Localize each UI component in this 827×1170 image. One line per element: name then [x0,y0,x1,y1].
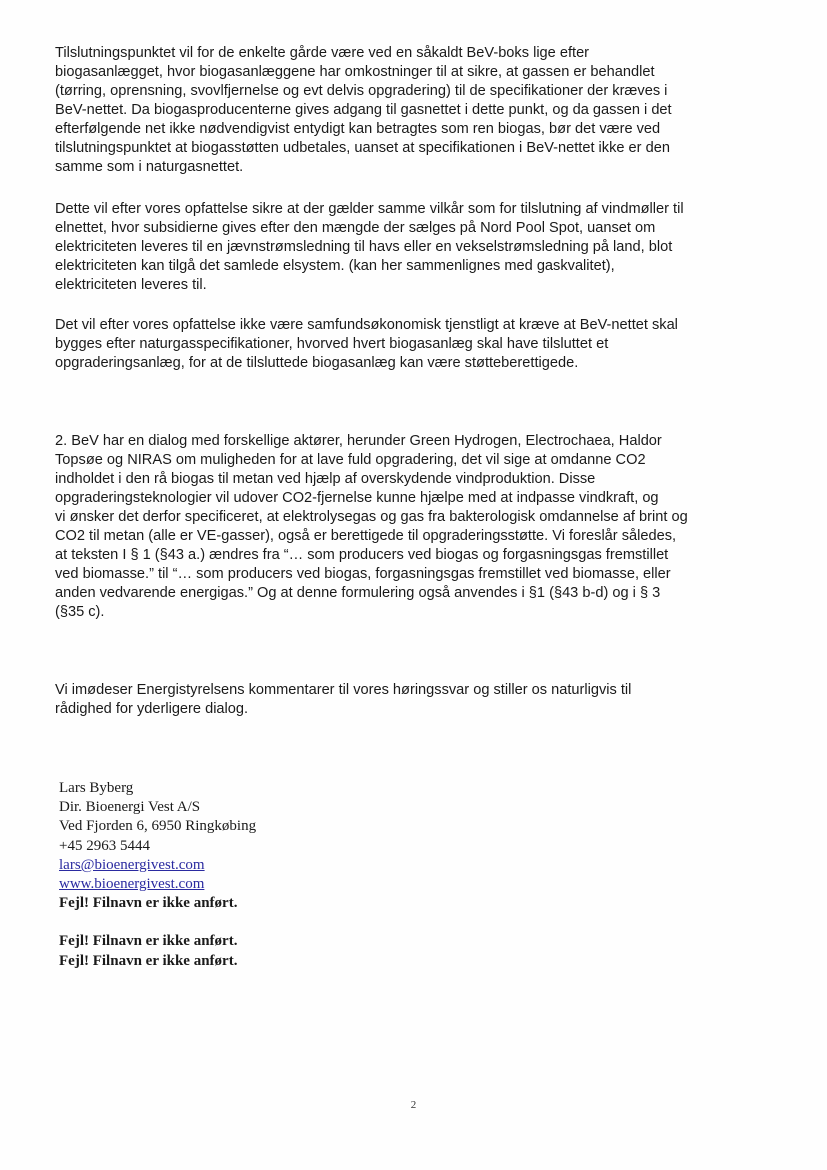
email-link[interactable]: lars@bioenergivest.com [59,856,205,873]
filename-error-text: Fejl! Filnavn er ikke anført. [59,895,238,912]
paragraph-connection-point [55,44,785,177]
website-link[interactable]: www.bioenergivest.com [59,876,205,893]
signer-title: Dir. Bioenergi Vest A/S [59,799,201,816]
signer-address: Ved Fjorden 6, 6950 Ringkøbing [59,818,257,835]
filename-error-text: Fejl! Filnavn er ikke anført. [59,952,238,969]
paragraph-socioeconomic [55,316,785,373]
paragraph-point-2-upgrading [55,432,785,622]
paragraph-wind-comparison [55,200,785,295]
paragraph-closing [55,681,785,719]
signature-spacer [59,913,256,932]
paragraph-text: Vi imødeser Energistyrelsens kommentarer til vores høringssvar og stiller os naturligvis til rådighed for yderligere dialog. [55,682,632,717]
paragraph-text: 2. BeV har en dialog med forskellige aktører, herunder Green Hydrogen, Electrochaea, Haldor Topsøe og NIRAS om muligheden for at lave fuld opgradering, det vil sige at omdanne CO2 indholdet i den rå biogas til metan ved hjælp af overskydende vindproduktion. Disse opgraderingsteknologier vil udover CO2-fjernelse kunne hjælpe med at indpasse vindkraft, og vi ønsker det derfor specificeret, at elektrolysegas og gas fra bakterologisk omdannelse af brint og CO2 til metan (alle er VE-gasser), også er berettigede til opgraderingsstøtte. Vi foreslår således, at teksten I § 1 (§43 a.) ændres fra “… som producers ved biogas og forgasningsgas fremstillet ved biomasse.” til “… som producers ved biogas, forgasningsgas fremstillet ved biomasse, eller anden vedvarende energigas.” Og at denne formulering også anvendes i §1 (§43 b-d) og i § 3 (§35 c). [55,433,688,620]
paragraph-text: Dette vil efter vores opfattelse sikre at der gælder samme vilkår som for tilslutning af vindmøller til elnettet, hvor subsidierne gives efter den mængde der sælges på Nord Pool Spot, uanset om elektriciteten leveres til en jævnstrømsledning til havs eller en vekselstrømsledning på land, blot elektriciteten kan tilgå det samlede elsystem. (kan her sammenlignes med gaskvalitet), elektriciteten leveres til. [55,201,684,293]
page-number: 2 [410,1099,417,1111]
paragraph-text: Tilslutningspunktet vil for de enkelte gårde være ved en såkaldt BeV-boks lige efter biogasanlægget, hvor biogasanlæggene har omkostninger til at sikre, at gassen er behandlet (tørring, oprensning, svovlfjernelse og evt delvis opgradering) til de specifikationer der kræves i BeV-nettet. Da biogasproducenterne gives adgang til gasnettet i dette punkt, og da gassen i det efterfølgende net ikke nødvendigvist entydigt kan betragtes som ren biogas, bør det være ved tilslutningspunktet at biogasstøtten udbetales, uanset at specifikationen i BeV-nettet ikke er den samme som i naturgasnettet. [55,45,672,175]
signature-block [59,779,256,971]
signer-phone: +45 2963 5444 [59,837,150,854]
paragraph-text: Det vil efter vores opfattelse ikke være samfundsøkonomisk tjenstligt at kræve at BeV-nettet skal bygges efter naturgasspecifikationer, hvorved hvert biogasanlæg skal have tilsluttet et opgraderingsanlæg, for at de tilsluttede biogasanlæg kan være støtteberettigede. [55,317,678,371]
signer-name: Lars Byberg [59,780,134,796]
filename-error-text: Fejl! Filnavn er ikke anført. [59,933,238,950]
